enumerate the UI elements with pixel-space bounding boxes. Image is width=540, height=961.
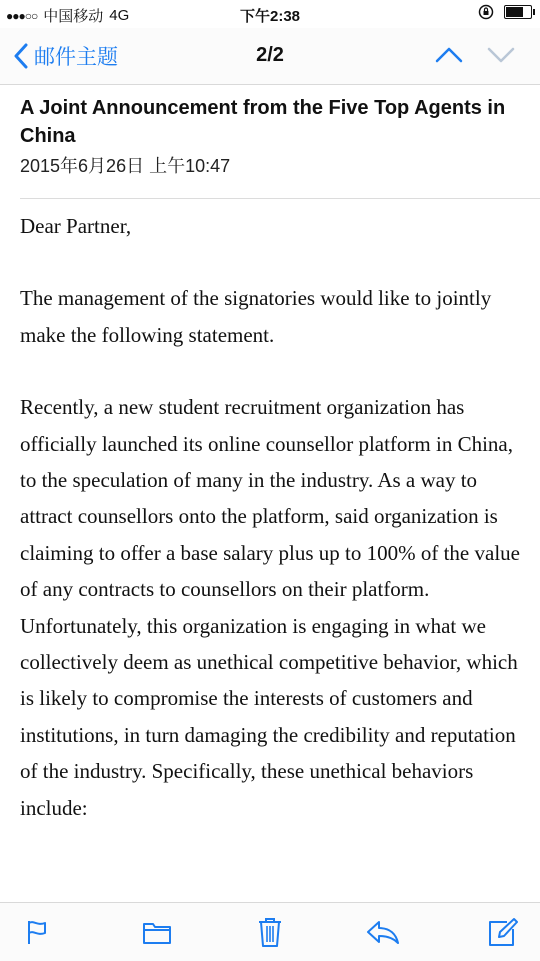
carrier-name: 中国移动 — [43, 8, 104, 25]
battery-icon — [504, 5, 532, 19]
network-type: 4G — [109, 7, 130, 24]
reply-icon[interactable] — [366, 915, 400, 949]
previous-message-chevron-up-icon[interactable] — [434, 44, 464, 66]
email-subject: A Joint Announcement from the Five Top Agents in China — [20, 97, 506, 147]
flag-icon[interactable] — [20, 915, 54, 949]
email-body — [20, 208, 520, 826]
bottom-toolbar — [0, 902, 540, 961]
folder-icon[interactable] — [140, 915, 174, 949]
email-date: 2015年6月26日 上午10:47 — [20, 156, 231, 176]
signal-strength-icon: ●●●○○ — [6, 8, 38, 23]
back-label: 邮件主题 — [34, 46, 118, 69]
email-paragraph-2: Recently, a new student recruitment organization has officially launched its online counsellor platform in China, to the speculation of many in the industry. As a way to attract counsellors onto the platform, said organization is claiming to offer a base salary plus up to 100% of the value of any contracts to counsellors on their platform. Unfortunately, this organization is engaging in what we collectively deem as unethical competitive behavior, which is likely to compromise the interests of customers and institutions, in turn damaging the credibility and reputation of the industry. Specifically, these unethical behaviors include: — [20, 395, 520, 820]
rotation-lock-icon — [478, 4, 494, 20]
header-divider — [20, 198, 540, 199]
email-paragraph-1: The management of the signatories would like to jointly make the following statement. — [20, 286, 492, 347]
status-right — [478, 4, 532, 20]
message-counter: 2/2 — [256, 44, 284, 66]
message-navigation — [434, 44, 516, 66]
status-bar — [0, 0, 540, 28]
email-greeting: Dear Partner, — [20, 214, 132, 238]
trash-icon[interactable] — [253, 915, 287, 949]
email-header — [20, 94, 525, 178]
compose-icon[interactable] — [486, 915, 520, 949]
status-time: 下午2:38 — [239, 8, 301, 25]
next-message-chevron-down-icon[interactable] — [486, 44, 516, 66]
nav-bar — [0, 28, 540, 85]
